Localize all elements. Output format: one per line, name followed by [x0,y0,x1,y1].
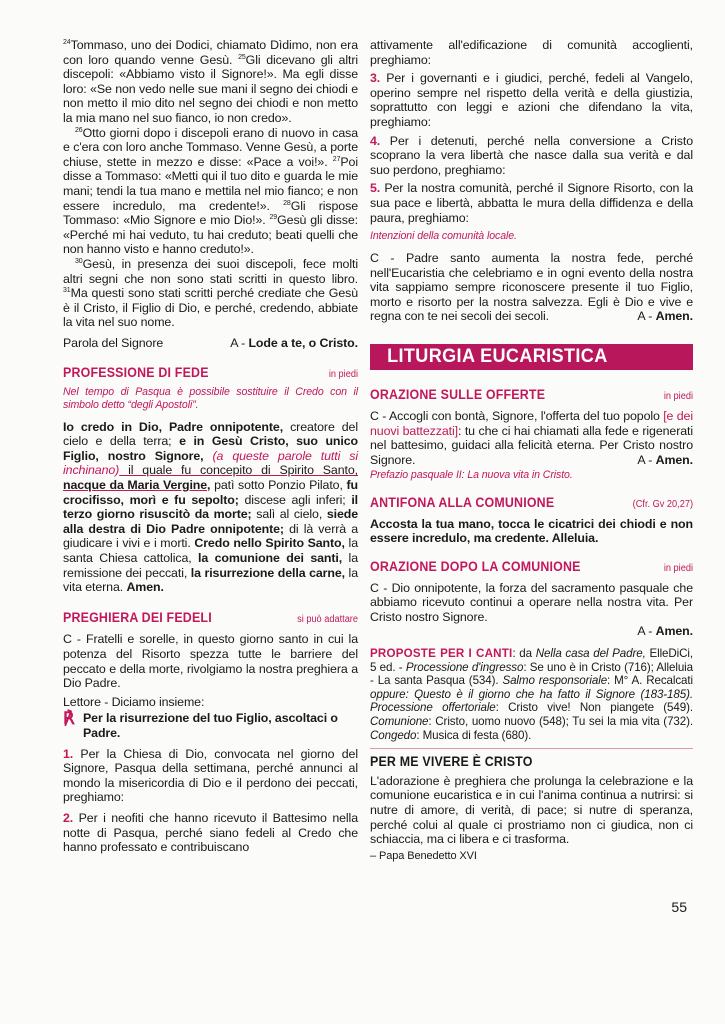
response-symbol: ℟ [63,709,75,729]
right-column [370,38,693,863]
amen-line: A - Amen. [637,624,693,639]
antifona-text: Accosta la tua mano, tocca le cicatrici dei chiodi e non essere incredulo, ma credente. Alleluia. [370,516,693,546]
offerte-prayer: C - Accogli con bontà, Signore, l'offerta del tuo popolo [e dei nuovi battezzati]: tu che ci hai chiamati alla fede e rigenerati nel battesimo, guidaci alla felicità eterna. Per Cristo nostro Signore. A - Amen. [370,409,694,467]
intention-1: 1. Per la Chiesa di Dio, convocata nel giorno del Signore, Pasqua della settimana, perché annunci al mondo la misericordia di Dio e il perdono dei peccati, preghiamo: [63,746,358,805]
gospel-paragraph: $^{24}$Tommaso, uno dei Dodici, chiamato Dìdimo, non era con loro quando venne Gesù. $^{25}$Gli dicevano gli altri discepoli: «Abbiamo visto il Signore!». Ma egli disse loro: «Se non vedo nelle sue mani il segno dei chiodi e non metto il mio dito nel segno dei chiodi e non metto la mia mano nel suo fianco, io non credo». [63,38,359,125]
gospel-paragraph: $^{26}$Otto giorni dopo i discepoli erano di nuovo in casa e c'era con loro anche Tommaso. Venne Gesù, a porte chiuse, stette in mezzo e disse: «Pace a voi!». $^{27}$Poi disse a Tommaso: «Metti qui il tuo dito e guarda le mie mani; tendi la tua mano e mettila nel mio fianco; e non essere incredulo, ma credente!». $^{28}$Gli rispose Tommaso: «Mio Signore e mio Dio!». $^{29}$Gesù gli disse: «Perché mi hai veduto, tu hai creduto; beati quelli che non hanno visto e hanno creduto!». [63,125,359,257]
meditation-author: – Papa Benedetto XVI [370,849,477,862]
rubric: Prefazio pasquale II: La nuova vita in Cristo. [370,469,573,482]
section-title-professione: PROFESSIONE DI FEDE in piedi [63,365,359,381]
section-banner: LITURGIA EUCARISTICA [370,344,693,371]
prayer-intro: C - Fratelli e sorelle, in questo giorno santo in cui la potenza del Risorto spezza tutte le barriere del peccato e della morte, rivolgiamo la nostra preghiera a Dio Padre. [63,632,358,691]
lettore-line: Lettore - Diciamo insieme: [63,694,205,709]
section-title-preghiera: PREGHIERA DEI FEDELI si può adattare [63,609,359,625]
canti-proposals: PROPOSTE PER I CANTI: da Nella casa del Padre, ElleDiCi, 5 ed. - Processione d'ingresso: Se uno è in Cristo (716); Alleluia - La santa Pasqua (534). Salmo responsoriale: M° A. Recalcati oppure: Questo è il giorno che ha fatto il Signore (183-185). Processione offertoriale: Cristo vive! Non piangete (549). Comunione: Cristo, uomo nuovo (548); Tu sei la mia vita (732). Congedo: Musica di festa (680). [370,647,694,742]
response-line: ℟ Per la risurrezione del tuo Figlio, ascoltaci o Padre. [63,709,338,740]
rubric: Nel tempo di Pasqua è possibile sostituire il Credo con il simbolo detto “degli Apostoli”. [63,386,358,411]
section-title-dopo-comunione: ORAZIONE DOPO LA COMUNIONE in piedi [370,559,694,575]
prayer-conclusion: C - Padre santo aumenta la nostra fede, perché nell'Eucaristia che celebriamo e in ogni evento della nostra vita sappiamo sempre riconoscere presente il tuo Figlio, morto e risorto per la nostra salvezza. Egli è Dio e vive e regna con te nei secoli dei secoli. A - Amen. [370,250,693,324]
section-divider [370,748,693,749]
intention-2: 2. Per i neofiti che hanno ricevuto il Battesimo nella notte di Pasqua, perché siano fedeli al Credo che hanno professato e contribuiscano [63,810,358,855]
intention-3: 3. Per i governanti e i giudici, perché, fedeli al Vangelo, operino sempre nel rispetto della verità e della giustizia, soprattutto con leggi e azioni che difendano la vita, preghiamo: [370,71,693,129]
left-column [63,38,358,855]
credo-text: Io credo in Dio, Padre onnipotente, creatore del cielo e della terra; e in Gesù Cristo, suo unico Figlio, nostro Signore, (a queste parole tutti si inchinano) il quale fu concepito di Spirito Santo, nacque da Maria Vergine, patì sotto Ponzio Pilato, fu crocifisso, morì e fu sepolto; discese agli inferi; il terzo giorno risuscitò da morte; salì al cielo, siede alla destra di Dio Padre onnipotente; di là verrà a giudicare i vivi e i morti. Credo nello Spirito Santo, la santa Chiesa cattolica, la comunione dei santi, la remissione dei peccati, la risurrezione della carne, la vita eterna. Amen. [63,419,359,595]
rubric: Intenzioni della comunità locale. [370,230,517,243]
page-number: 55 [671,899,687,915]
intention-2-continued: attivamente all'edificazione di comunità accoglienti, preghiamo: [370,38,693,67]
gospel-acclamation: Parola del Signore A - Lode a te, o Cristo. [63,335,358,350]
section-title-vivere: PER ME VIVERE È CRISTO [370,754,533,770]
section-title-offerte: ORAZIONE SULLE OFFERTE in piedi [370,387,694,403]
section-title-antifona: ANTIFONA ALLA COMUNIONE (Cfr. Gv 20,27) [370,495,694,511]
intention-5: 5. Per la nostra comunità, perché il Signore Risorto, con la sua pace e libertà, abbatta le mura della diffidenza e della paura, preghiamo: [370,181,693,225]
meditation-text: L'adorazione è preghiera che prolunga la celebrazione e la comunione eucaristica e in cui l'anima continua a nutrirsi: si nutre di amore, di verità, di pace; si nutre di speranza, perché colui al quale ci prostriamo non ci giudica, non ci schiaccia, ma ci libera e ci trasforma. [370,773,693,847]
intention-4: 4. Per i detenuti, perché nella conversione a Cristo scoprano la vera libertà che nasce dalla sua verità e dal suo perdono, preghiamo: [370,133,693,177]
gospel-paragraph: $^{30}$Gesù, in presenza dei suoi discepoli, fece molti altri segni che non sono stati scritti in questo libro. $^{31}$Ma questi sono stati scritti perché crediate che Gesù è il Cristo, il Figlio di Dio, e perché, credendo, abbiate la vita nel suo nome. [63,256,358,330]
dopo-comunione-prayer: C - Dio onnipotente, la forza del sacramento pasquale che abbiamo ricevuto continui a operare nella nostra vita. Per Cristo nostro Signore. [370,580,693,624]
